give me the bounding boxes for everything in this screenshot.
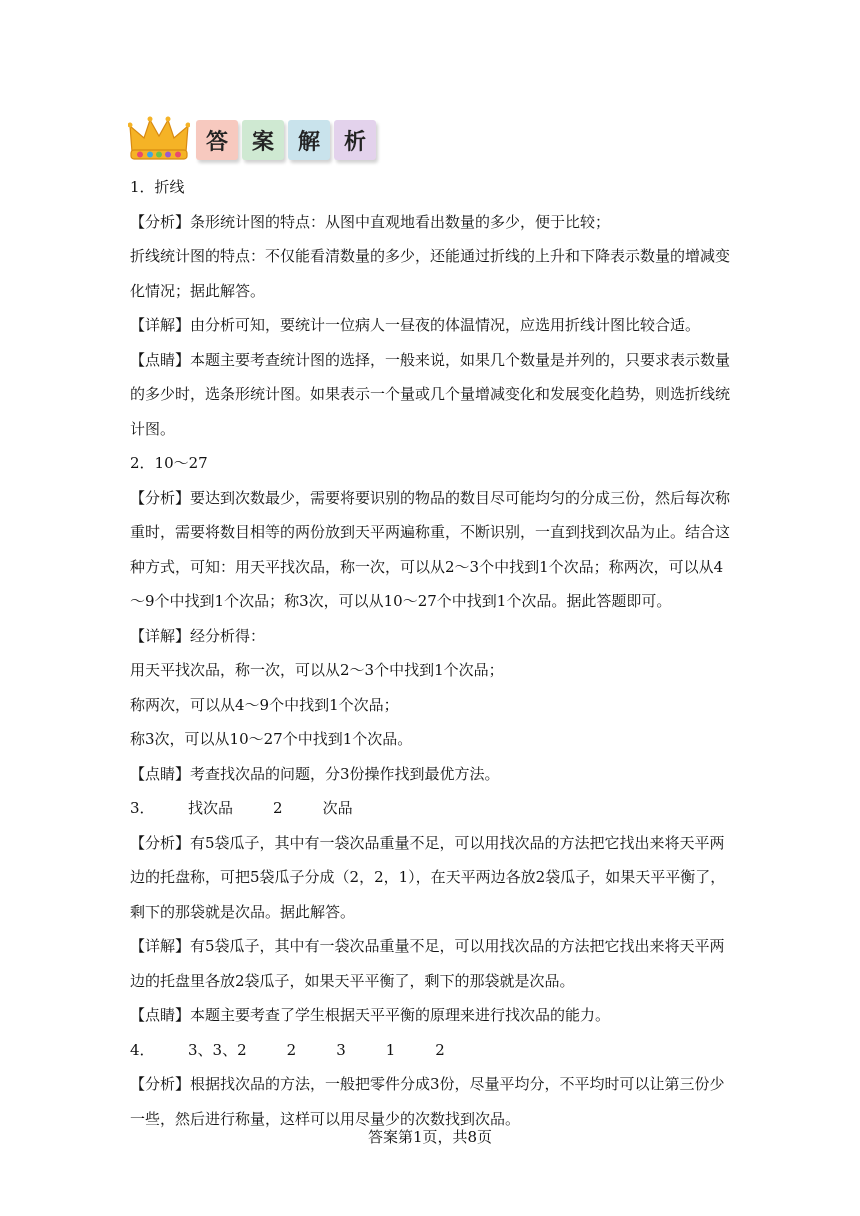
q3-number: 3．	[130, 799, 155, 817]
banner-char-an: 案	[242, 120, 284, 160]
page-footer: 答案第1页，共8页	[367, 1128, 493, 1146]
q3-answer	[130, 791, 732, 826]
banner-char-jie: 解	[288, 120, 330, 160]
q4-blank-5: 2	[435, 1040, 445, 1059]
answer-content	[130, 170, 732, 1136]
q3-blank-2: 2	[273, 799, 283, 817]
q3-blank-3: 次品	[322, 799, 353, 817]
q2-detail-line3: 称3次，可以从10～27个中找到1个次品。	[130, 730, 413, 748]
q2-analysis: 【分析】要达到次数最少，需要将要识别的物品的数目尽可能均匀的分成三份，然后每次称重时，需要将数目相等的两份放到天平两遍称重，不断识别，一直到找到次品为止。结合这种方式，可知：用天平找次品，称一次，可以从2～3个中找到1个次品；称两次，可以从4～9个中找到1个次品；称3次，可以从10～27个中找到1个次品。据此答题即可。	[130, 488, 731, 610]
q4-blank-1: 3、3、2	[188, 1040, 247, 1059]
banner-char-xi: 析	[334, 120, 376, 160]
q3-analysis: 【分析】有5袋瓜子，其中有一袋次品重量不足，可以用找次品的方法把它找出来将天平两边的托盘称，可把5袋瓜子分成（2，2，1），在天平两边各放2袋瓜子，如果天平平衡了，剩下的那袋就是次品。据此解答。	[130, 833, 726, 921]
q1-analysis: 【分析】条形统计图的特点：从图中直观地看出数量的多少，便于比较；	[130, 212, 611, 231]
crown-icon	[128, 114, 190, 160]
q3-detail: 【详解】有5袋瓜子，其中有一袋次品重量不足，可以用找次品的方法把它找出来将天平两边的托盘里各放2袋瓜子，如果天平平衡了，剩下的那袋就是次品。	[130, 937, 725, 990]
q1-analysis-cont: 折线统计图的特点：不仅能看清数量的多少，还能通过折线的上升和下降表示数量的增减变化情况；据此解答。	[130, 247, 731, 300]
q4-blank-4: 1	[385, 1040, 396, 1059]
q3-blank-1: 找次品	[188, 799, 234, 817]
q2-comment: 【点睛】考查找次品的问题，分3份操作找到最优方法。	[130, 764, 500, 783]
q4-number: 4．	[130, 1040, 155, 1059]
q1-comment: 【点睛】本题主要考查统计图的选择，一般来说，如果几个数量是并列的，只要求表示数量的多少时，选条形统计图。如果表示一个量或几个量增减变化和发展变化趋势，则选折线统计图。	[130, 350, 731, 438]
q2-detail-line1: 用天平找次品，称一次，可以从2～3个中找到1个次品；	[130, 661, 504, 679]
q1-answer: 1．折线	[130, 178, 185, 196]
q1-detail: 【详解】由分析可知，要统计一位病人一昼夜的体温情况，应选用折线计图比较合适。	[130, 316, 701, 334]
q2-answer: 2．10～27	[130, 454, 208, 472]
q3-comment: 【点睛】本题主要考查了学生根据天平平衡的原理来进行找次品的能力。	[130, 1006, 611, 1024]
banner-char-da: 答	[196, 120, 238, 160]
q4-blank-2: 2	[286, 1040, 297, 1059]
q4-analysis: 【分析】根据找次品的方法，一般把零件分成3份，尽量平均分，不平均时可以让第三份少一些，然后进行称量，这样可以用尽量少的次数找到次品。	[130, 1075, 725, 1128]
q4-blank-3: 3	[336, 1040, 346, 1059]
answer-analysis-banner	[128, 112, 376, 160]
q2-detail-line2: 称两次，可以从4～9个中找到1个次品；	[130, 695, 399, 714]
q4-answer	[130, 1033, 732, 1068]
q2-detail: 【详解】经分析得：	[130, 626, 266, 645]
